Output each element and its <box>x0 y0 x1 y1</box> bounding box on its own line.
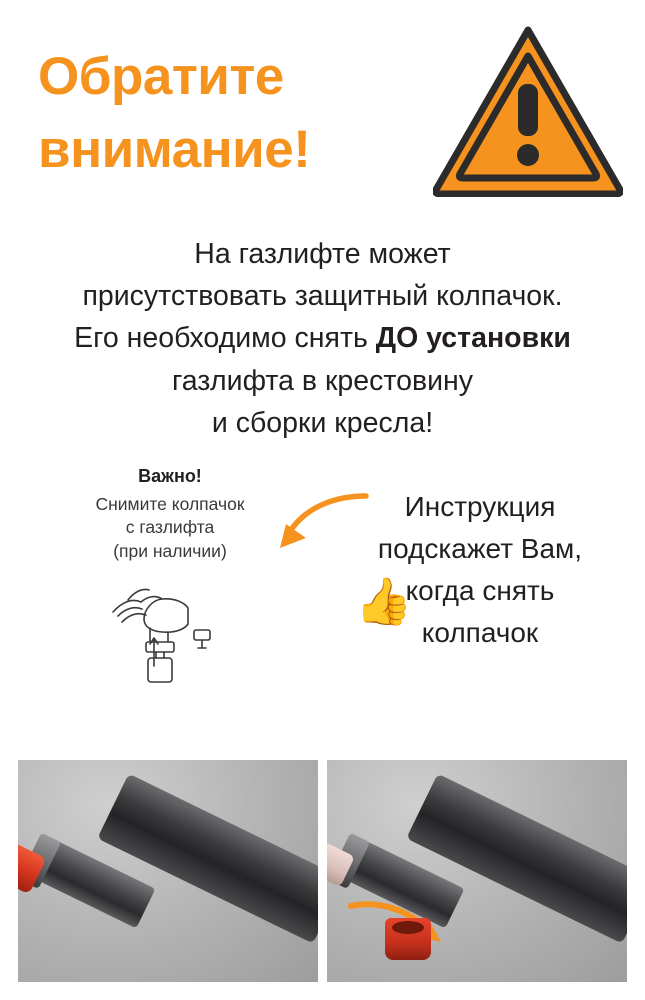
instruction-line-3: когда снять <box>405 574 555 606</box>
hand-removing-cap-sketch-icon <box>108 578 238 688</box>
lead-line-3 <box>16 317 629 359</box>
removed-red-cap <box>385 918 431 960</box>
page-title <box>38 40 438 186</box>
important-title: Важно! <box>138 465 202 486</box>
gas-lift-without-cap-photo <box>327 760 627 982</box>
warning-triangle-exclamation-icon <box>433 22 623 197</box>
lead-line-2: присутствовать защитный колпачок. <box>82 280 563 313</box>
important-line-1: Снимите колпачок <box>95 493 245 514</box>
header-section <box>0 0 645 215</box>
lead-line-1: На газлифте может <box>194 238 451 270</box>
lead-line-4: газлифта в крестовину <box>171 364 474 397</box>
headline-line-1: Обратите <box>38 47 284 106</box>
lead-line-3-bold: ДО установки <box>375 322 571 355</box>
important-line-3: (при наличии) <box>113 541 227 562</box>
gas-lift-with-red-cap-photo <box>18 760 318 982</box>
instruction-line-1: Инструкция <box>404 490 556 522</box>
thumbs-up-icon: 👍 <box>355 574 413 627</box>
lead-paragraph <box>16 233 629 444</box>
important-line-2: с газлифта <box>125 517 215 538</box>
lead-line-5: и сборки кресла! <box>211 406 434 439</box>
instruction-text <box>330 486 630 654</box>
instruction-line-2: подскажет Вам, <box>377 532 583 564</box>
lead-line-3-normal: Его необходимо снять <box>74 322 376 355</box>
important-note <box>60 466 280 564</box>
cap-opening <box>392 921 424 934</box>
instruction-line-4: колпачок <box>421 616 539 648</box>
headline-line-2: внимание! <box>38 120 311 180</box>
middle-section <box>0 466 645 716</box>
photo-comparison <box>18 760 627 982</box>
